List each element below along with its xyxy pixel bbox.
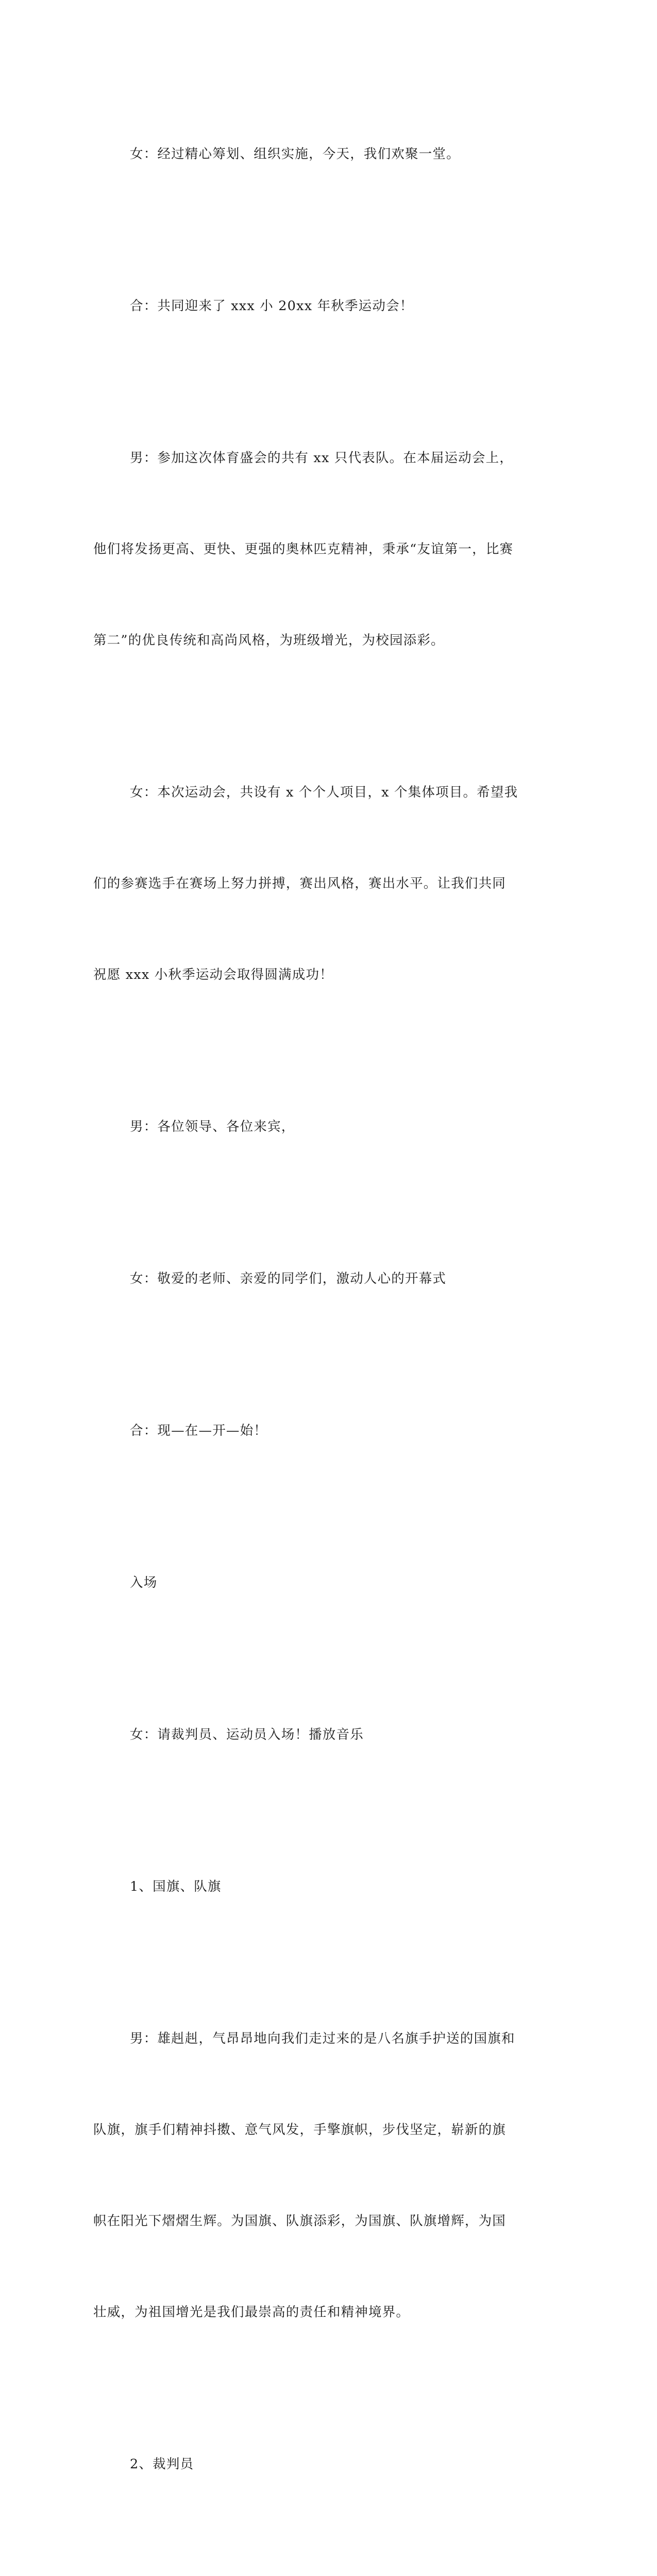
document-body — [93, 78, 534, 2576]
paragraph-line: 祝愿 xxx 小秋季运动会取得圆满成功！ — [93, 967, 333, 982]
paragraph-line: 合：共同迎来了 xxx 小 20xx 年秋季运动会！ — [130, 298, 414, 314]
paragraph-line: 壮威，为祖国增光是我们最崇高的责任和精神境界。 — [93, 2304, 410, 2320]
paragraph-line: 女：经过精心筹划、组织实施，今天，我们欢聚一堂。 — [130, 146, 460, 162]
paragraph-11 — [93, 1963, 534, 2388]
paragraph-line: 合：现—在—开—始！ — [130, 1423, 268, 1438]
paragraph-6 — [93, 1203, 534, 1355]
paragraph-line: 他们将发扬更高、更快、更强的奥林匹克精神，秉承“友谊第一，比赛 — [93, 541, 514, 557]
section-heading-entrance — [93, 1507, 534, 1659]
paragraph-line: 女：请裁判员、运动员入场！播放音乐 — [130, 1727, 364, 1742]
paragraph-13 — [93, 2540, 534, 2576]
paragraph-9 — [93, 1659, 534, 1811]
paragraph-line: 们的参赛选手在赛场上努力拼搏，赛出风格，赛出水平。让我们共同 — [93, 876, 507, 891]
paragraph-line: 女：敬爱的老师、亲爱的同学们，激动人心的开幕式 — [130, 1271, 447, 1286]
paragraph-line: 男：各位领导、各位来宾， — [130, 1119, 295, 1134]
section-heading-referees — [93, 2388, 534, 2540]
paragraph-2 — [93, 230, 534, 382]
paragraph-line: 2、裁判员 — [130, 2456, 194, 2472]
paragraph-line: 入场 — [130, 1575, 158, 1590]
paragraph-line: 男：参加这次体育盛会的共有 xx 只代表队。在本届运动会上， — [130, 450, 513, 466]
paragraph-1 — [93, 78, 534, 230]
paragraph-line: 帜在阳光下熠熠生辉。为国旗、队旗添彩，为国旗、队旗增辉，为国 — [93, 2213, 507, 2229]
paragraph-line: 女：本次运动会，共设有 x 个个人项目，x 个集体项目。希望我 — [130, 785, 518, 800]
section-heading-flags — [93, 1811, 534, 1963]
paragraph-5 — [93, 1051, 534, 1203]
paragraph-line: 第二”的优良传统和高尚风格，为班级增光，为校园添彩。 — [93, 633, 445, 648]
paragraph-7 — [93, 1355, 534, 1507]
paragraph-line: 男：雄赳赳，气昂昂地向我们走过来的是八名旗手护送的国旗和 — [130, 2031, 515, 2046]
paragraph-4 — [93, 717, 534, 1051]
paragraph-line: 1、国旗、队旗 — [130, 1879, 222, 1894]
paragraph-line: 队旗，旗手们精神抖擞、意气风发，手擎旗帜，步伐坚定，崭新的旗 — [93, 2122, 507, 2138]
paragraph-3 — [93, 382, 534, 717]
